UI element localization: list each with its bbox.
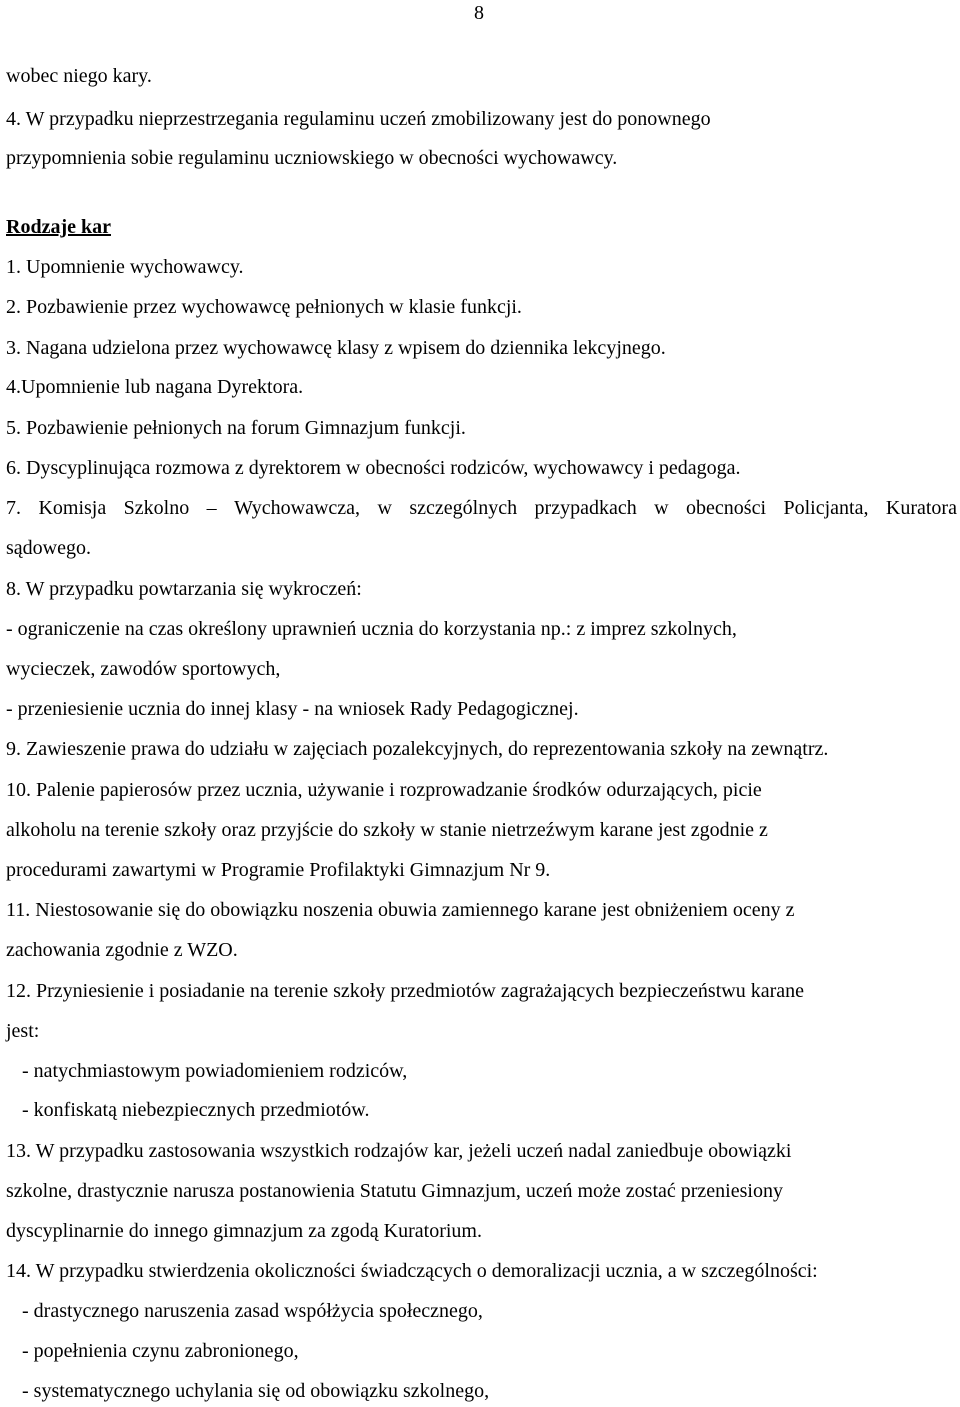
penalty-item-2: 2. Pozbawienie przez wychowawcę pełnionych w klasie funkcji. <box>6 296 522 318</box>
penalty-item-13-line-2: szkolne, drastycznie narusza postanowienia Statutu Gimnazjum, uczeń może zostać przeniesiony <box>6 1180 783 1202</box>
penalty-item-12-line-4: - konfiskatą niebezpiecznych przedmiotów. <box>22 1099 370 1121</box>
page-number: 8 <box>474 2 484 24</box>
intro-line-1: wobec niego kary. <box>6 65 152 87</box>
penalty-item-14-line-3: - popełnienia czynu zabronionego, <box>22 1340 299 1362</box>
penalty-item-5: 5. Pozbawienie pełnionych na forum Gimnazjum funkcji. <box>6 417 466 439</box>
penalty-item-7-line-1 <box>6 497 957 520</box>
penalty-item-14-line-4: - systematycznego uchylania się od obowiązku szkolnego, <box>22 1380 490 1402</box>
penalty-item-10-line-1: 10. Palenie papierosów przez ucznia, używanie i rozprowadzanie środków odurzających, picie <box>6 779 762 801</box>
penalty-item-8-line-4: - przeniesienie ucznia do innej klasy - na wniosek Rady Pedagogicznej. <box>6 698 579 720</box>
word: – <box>206 497 217 519</box>
penalty-item-10-line-3: procedurami zawartymi w Programie Profilaktyki Gimnazjum Nr 9. <box>6 859 551 881</box>
word: Kuratora <box>885 497 957 519</box>
penalty-item-7-line-2: sądowego. <box>6 537 91 559</box>
penalty-item-11-line-2: zachowania zgodnie z WZO. <box>6 939 238 961</box>
penalty-item-4: 4.Upomnienie lub nagana Dyrektora. <box>6 376 304 398</box>
section-heading: Rodzaje kar <box>6 216 111 238</box>
word: przypadkach <box>534 497 637 519</box>
word: Szkolno <box>123 497 190 519</box>
word: Komisja <box>38 497 107 519</box>
penalty-item-10-line-2: alkoholu na terenie szkoły oraz przyjście do szkoły w stanie nietrzeźwym karane jest zgodnie z <box>6 819 768 841</box>
penalty-item-13-line-1: 13. W przypadku zastosowania wszystkich rodzajów kar, jeżeli uczeń nadal zaniedbuje obowiązki <box>6 1140 792 1162</box>
penalty-item-8-line-3: wycieczek, zawodów sportowych, <box>6 658 281 680</box>
penalty-item-12-line-2: jest: <box>6 1020 40 1042</box>
penalty-item-14-line-1: 14. W przypadku stwierdzenia okoliczności świadczących o demoralizacji ucznia, a w szczególności: <box>6 1260 818 1282</box>
penalty-item-6: 6. Dyscyplinująca rozmowa z dyrektorem w obecności rodziców, wychowawcy i pedagoga. <box>6 457 741 479</box>
word: Policjanta, <box>783 497 869 519</box>
penalty-item-13-line-3: dyscyplinarnie do innego gimnazjum za zgodą Kuratorium. <box>6 1220 482 1242</box>
penalty-item-14-line-2: - drastycznego naruszenia zasad współżycia społecznego, <box>22 1300 483 1322</box>
word: 7. <box>6 497 21 519</box>
word: obecności <box>686 497 767 519</box>
word: w <box>654 497 669 519</box>
penalty-item-8-line-1: 8. W przypadku powtarzania się wykroczeń: <box>6 578 362 600</box>
word: w <box>377 497 392 519</box>
penalty-item-1: 1. Upomnienie wychowawcy. <box>6 256 244 278</box>
penalty-item-12-line-1: 12. Przyniesienie i posiadanie na terenie szkoły przedmiotów zagrażających bezpieczeństwu karane <box>6 980 804 1002</box>
penalty-item-8-line-2: - ograniczenie na czas określony uprawnień ucznia do korzystania np.: z imprez szkolnych, <box>6 618 737 640</box>
word: szczególnych <box>409 497 518 519</box>
penalty-item-12-line-3: - natychmiastowym powiadomieniem rodziców, <box>22 1060 408 1082</box>
penalty-item-11-line-1: 11. Niestosowanie się do obowiązku noszenia obuwia zamiennego karane jest obniżeniem oceny z <box>6 899 795 921</box>
penalty-item-9: 9. Zawieszenie prawa do udziału w zajęciach pozalekcyjnych, do reprezentowania szkoły na zewnątrz. <box>6 738 829 760</box>
word: Wychowawcza, <box>234 497 361 519</box>
intro-line-2: 4. W przypadku nieprzestrzegania regulaminu uczeń zmobilizowany jest do ponownego <box>6 108 711 130</box>
penalty-item-3: 3. Nagana udzielona przez wychowawcę klasy z wpisem do dziennika lekcyjnego. <box>6 337 666 359</box>
intro-line-3: przypomnienia sobie regulaminu uczniowskiego w obecności wychowawcy. <box>6 147 618 169</box>
